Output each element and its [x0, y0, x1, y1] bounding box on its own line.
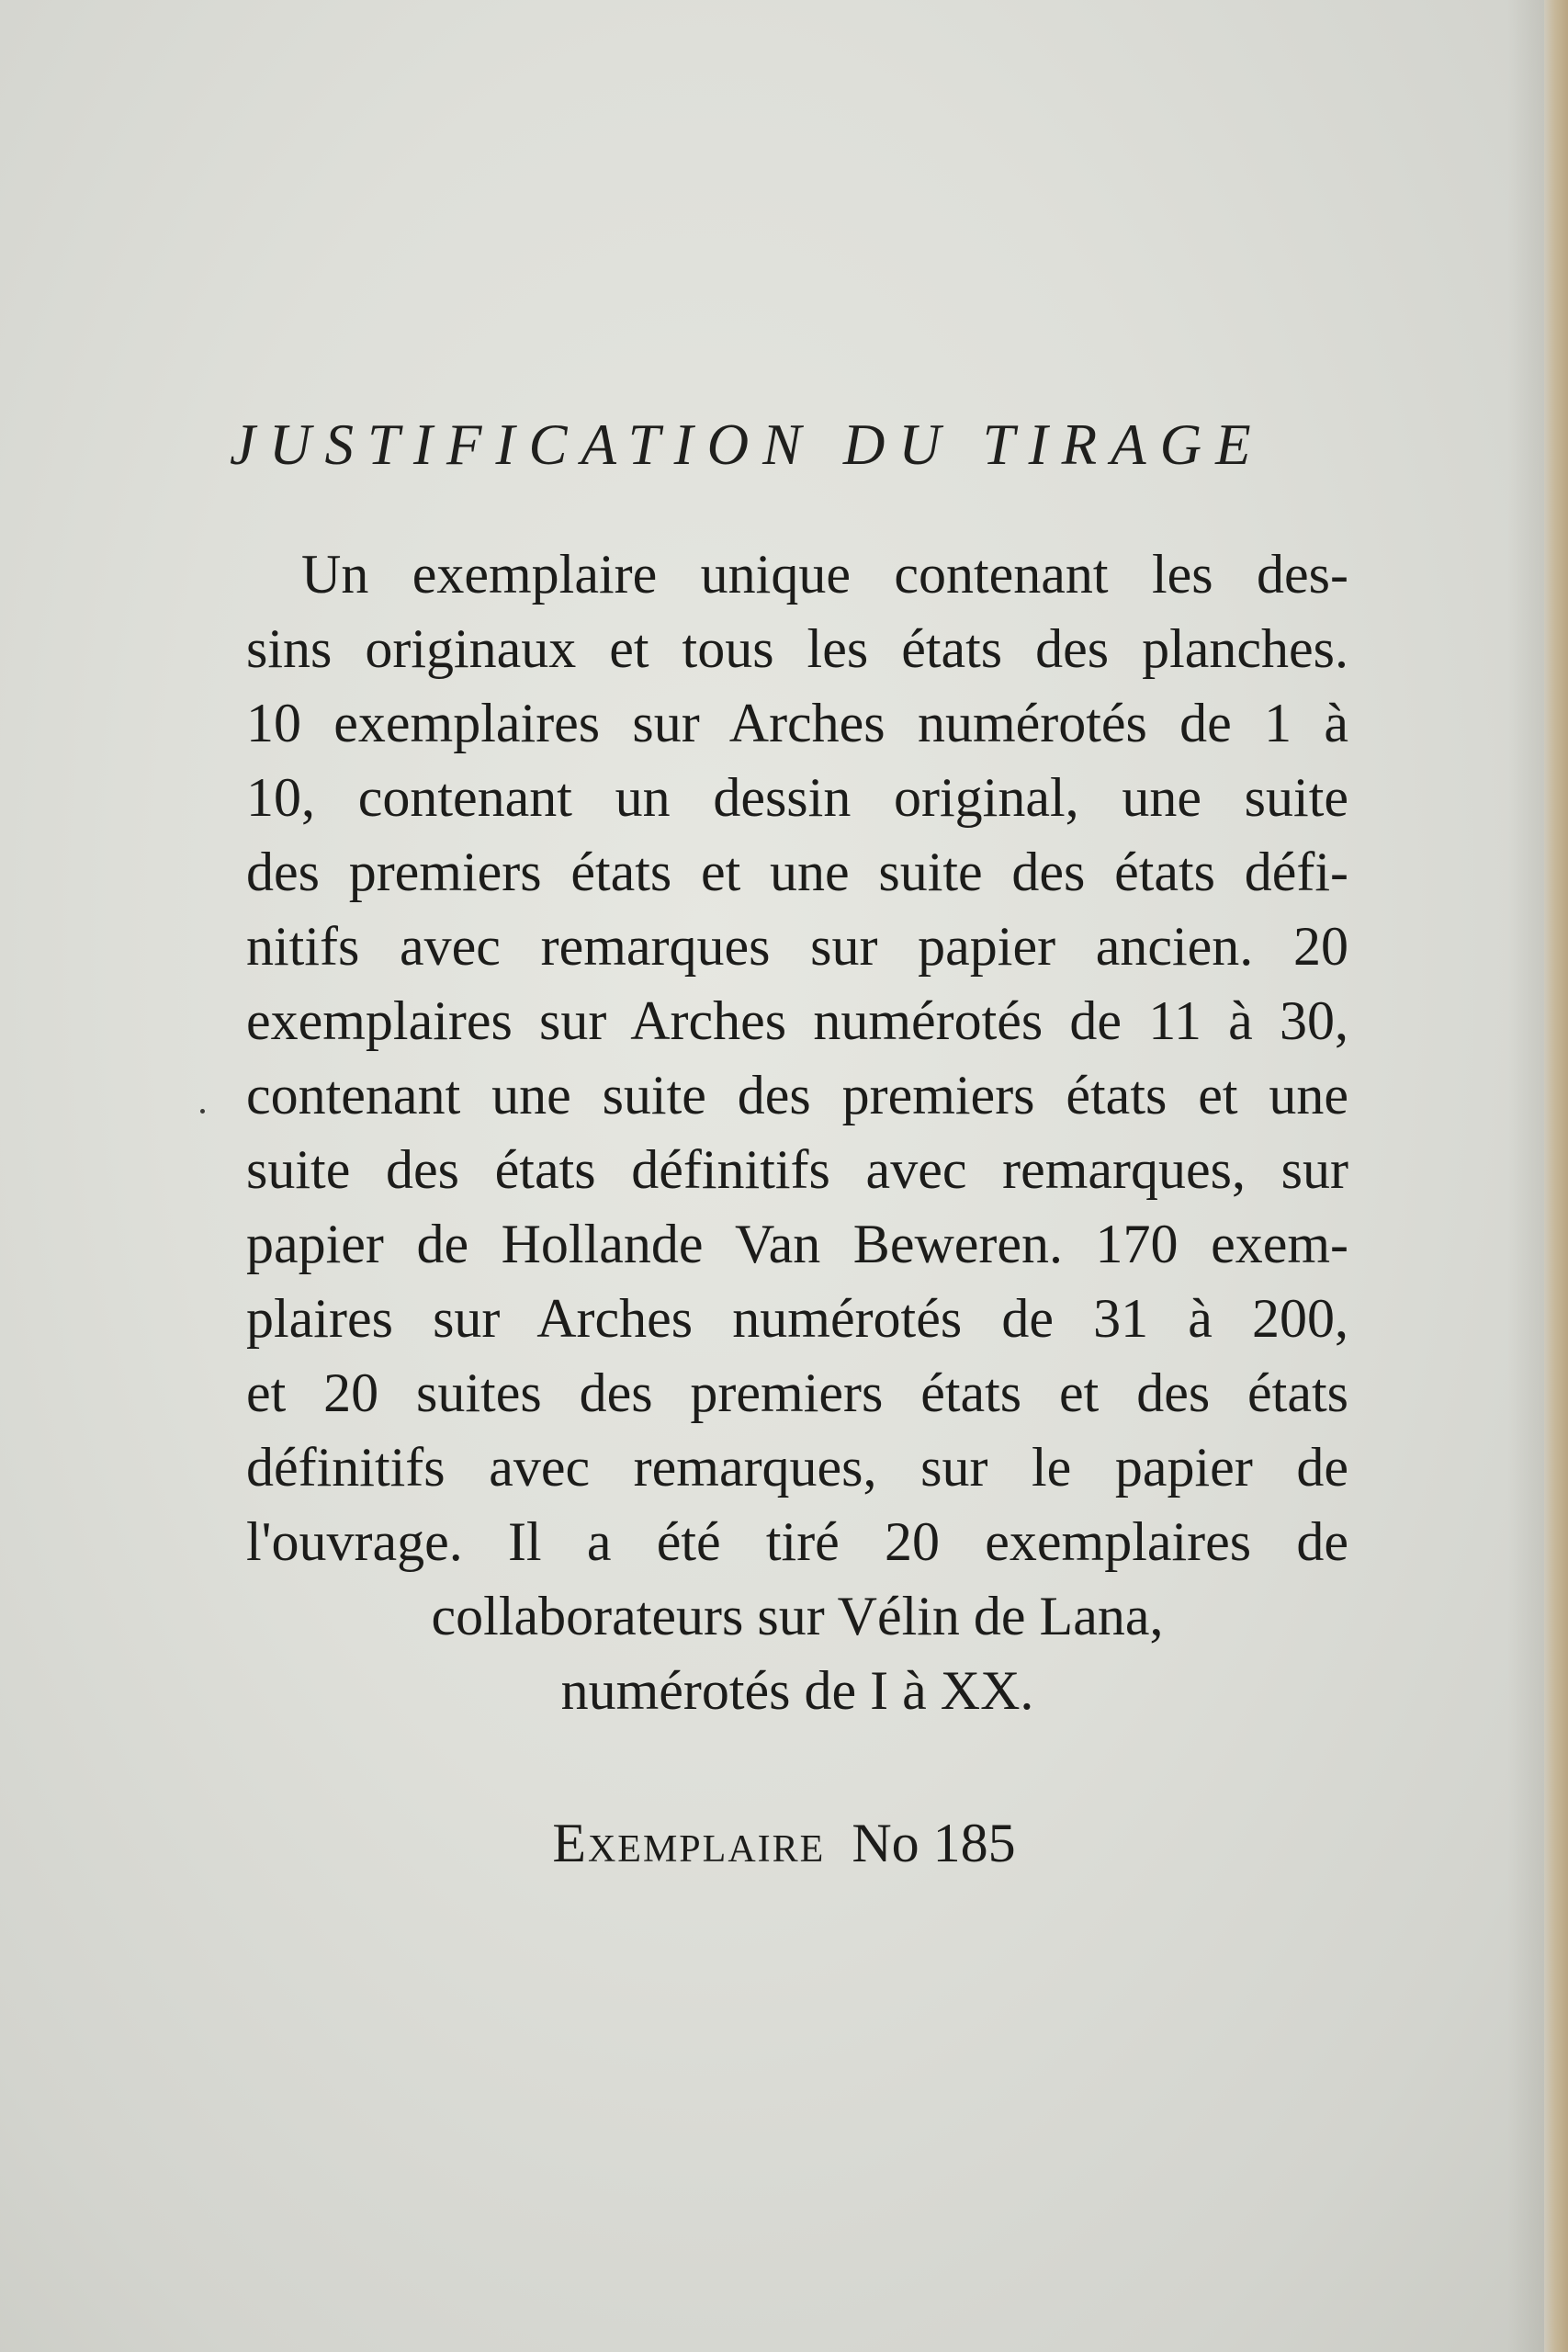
- text-line: collaborateurs sur Vélin de Lana,: [431, 1586, 1164, 1646]
- text-line: 10, contenant un dessin original, une suite: [246, 767, 1348, 828]
- text-line: nitifs avec remarques sur papier ancien. 20: [246, 916, 1348, 977]
- text-line: et 20 suites des premiers états et des états: [246, 1363, 1348, 1423]
- number-sign: No: [852, 1813, 919, 1873]
- page-heading: JUSTIFICATION DU TIRAGE: [230, 413, 1265, 477]
- text-line: des premiers états et une suite des états défi-: [246, 842, 1348, 902]
- text-line: numérotés de I à XX.: [560, 1660, 1034, 1721]
- copy-number-value: 185: [932, 1813, 1016, 1873]
- text-line: exemplaires sur Arches numérotés de 11 à 30,: [246, 990, 1348, 1051]
- text-line: papier de Hollande Van Beweren. 170 exem-: [246, 1214, 1348, 1274]
- text-line: définitifs avec remarques, sur le papier de: [246, 1437, 1348, 1498]
- justification-text: [246, 537, 1348, 1728]
- text-line: l'ouvrage. Il a été tiré 20 exemplaires de: [246, 1511, 1348, 1572]
- copy-number: [0, 1812, 1568, 1875]
- text-line: suite des états définitifs avec remarques, sur: [246, 1139, 1348, 1200]
- text-line: sins originaux et tous les états des planches.: [246, 618, 1348, 679]
- copy-number-label: Exemplaire: [552, 1813, 826, 1873]
- page-edge: [1544, 0, 1568, 2352]
- text-line: contenant une suite des premiers états et une: [246, 1065, 1348, 1125]
- text-line: 10 exemplaires sur Arches numérotés de 1 à: [246, 693, 1348, 753]
- paper-speck: [200, 1109, 205, 1114]
- page-edge-shadow: [1507, 0, 1544, 2352]
- text-line: Un exemplaire unique contenant les des-: [301, 544, 1348, 605]
- text-line: plaires sur Arches numérotés de 31 à 200,: [246, 1288, 1348, 1349]
